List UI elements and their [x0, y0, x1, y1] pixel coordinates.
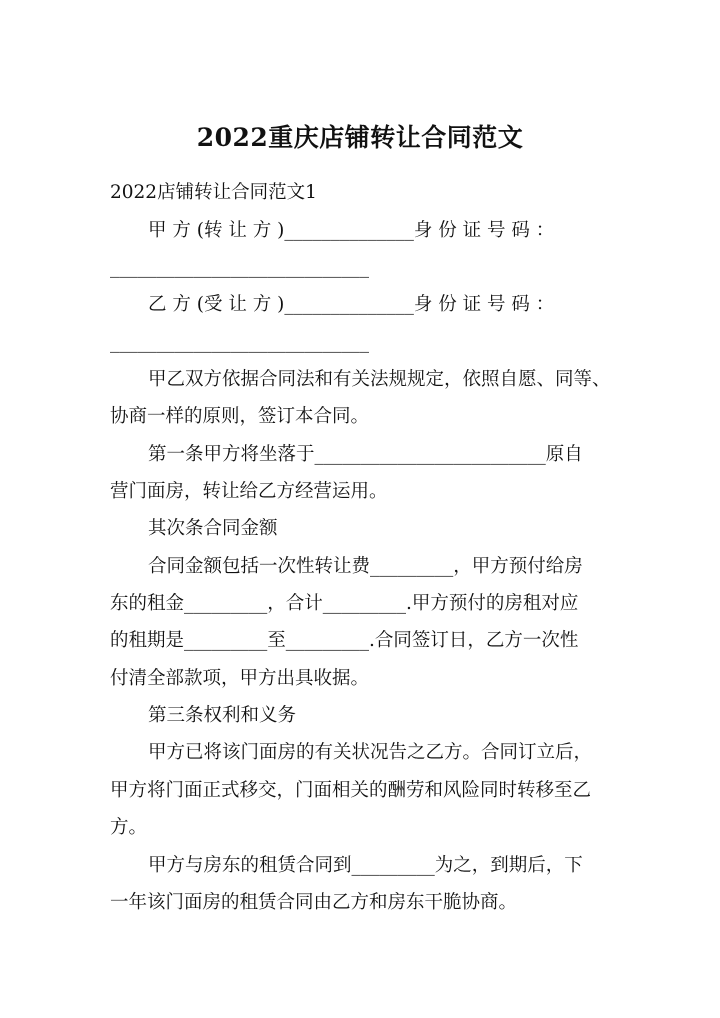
paragraph-line: 的租期是_________至_________.合同签订日，乙方一次性 — [110, 630, 579, 651]
party-a-id-blank: ____________________________ — [110, 257, 369, 278]
paragraph-line: 第一条甲方将坐落于_________________________原自 — [148, 444, 583, 465]
paragraph-line: 营门面房，转让给乙方经营运用。 — [110, 481, 388, 502]
paragraph-line: 甲方将门面正式移交，门面相关的酬劳和风险同时转移至乙 — [110, 780, 592, 801]
paragraph-line: 协商一样的原则，签订本合同。 — [110, 406, 370, 427]
paragraph-line: 付清全部款项，甲方出具收据。 — [110, 668, 370, 689]
paragraph-heading: 其次条合同金额 — [148, 518, 278, 539]
paragraph-line: 方。 — [110, 817, 148, 838]
party-b-line: 乙 方 (受 让 方 )______________身 份 证 号 码 ： — [148, 294, 555, 315]
document-title: 2022重庆店铺转让合同范文 — [196, 123, 524, 152]
paragraph-line: 甲方已将该门面房的有关状况告之乙方。合同订立后， — [148, 742, 593, 763]
paragraph-heading: 第三条权利和义务 — [148, 705, 297, 726]
paragraph-line: 甲乙双方依据合同法和有关法规规定，依照自愿、同等、 — [148, 369, 611, 390]
paragraph-line: 合同金额包括一次性转让费_________，甲方预付给房 — [148, 556, 583, 577]
party-b-id-blank: ____________________________ — [110, 332, 369, 353]
party-a-line: 甲 方 (转 让 方 )______________身 份 证 号 码 ： — [148, 220, 555, 241]
paragraph-line: 甲方与房东的租赁合同到_________为之，到期后，下 — [148, 855, 583, 876]
paragraph-line: 东的租金_________，合计_________.甲方预付的房租对应 — [110, 593, 579, 614]
paragraph-line: 一年该门面房的租赁合同由乙方和房东干脆协商。 — [110, 892, 518, 913]
section-heading: 2022店铺转让合同范文1 — [110, 182, 317, 203]
